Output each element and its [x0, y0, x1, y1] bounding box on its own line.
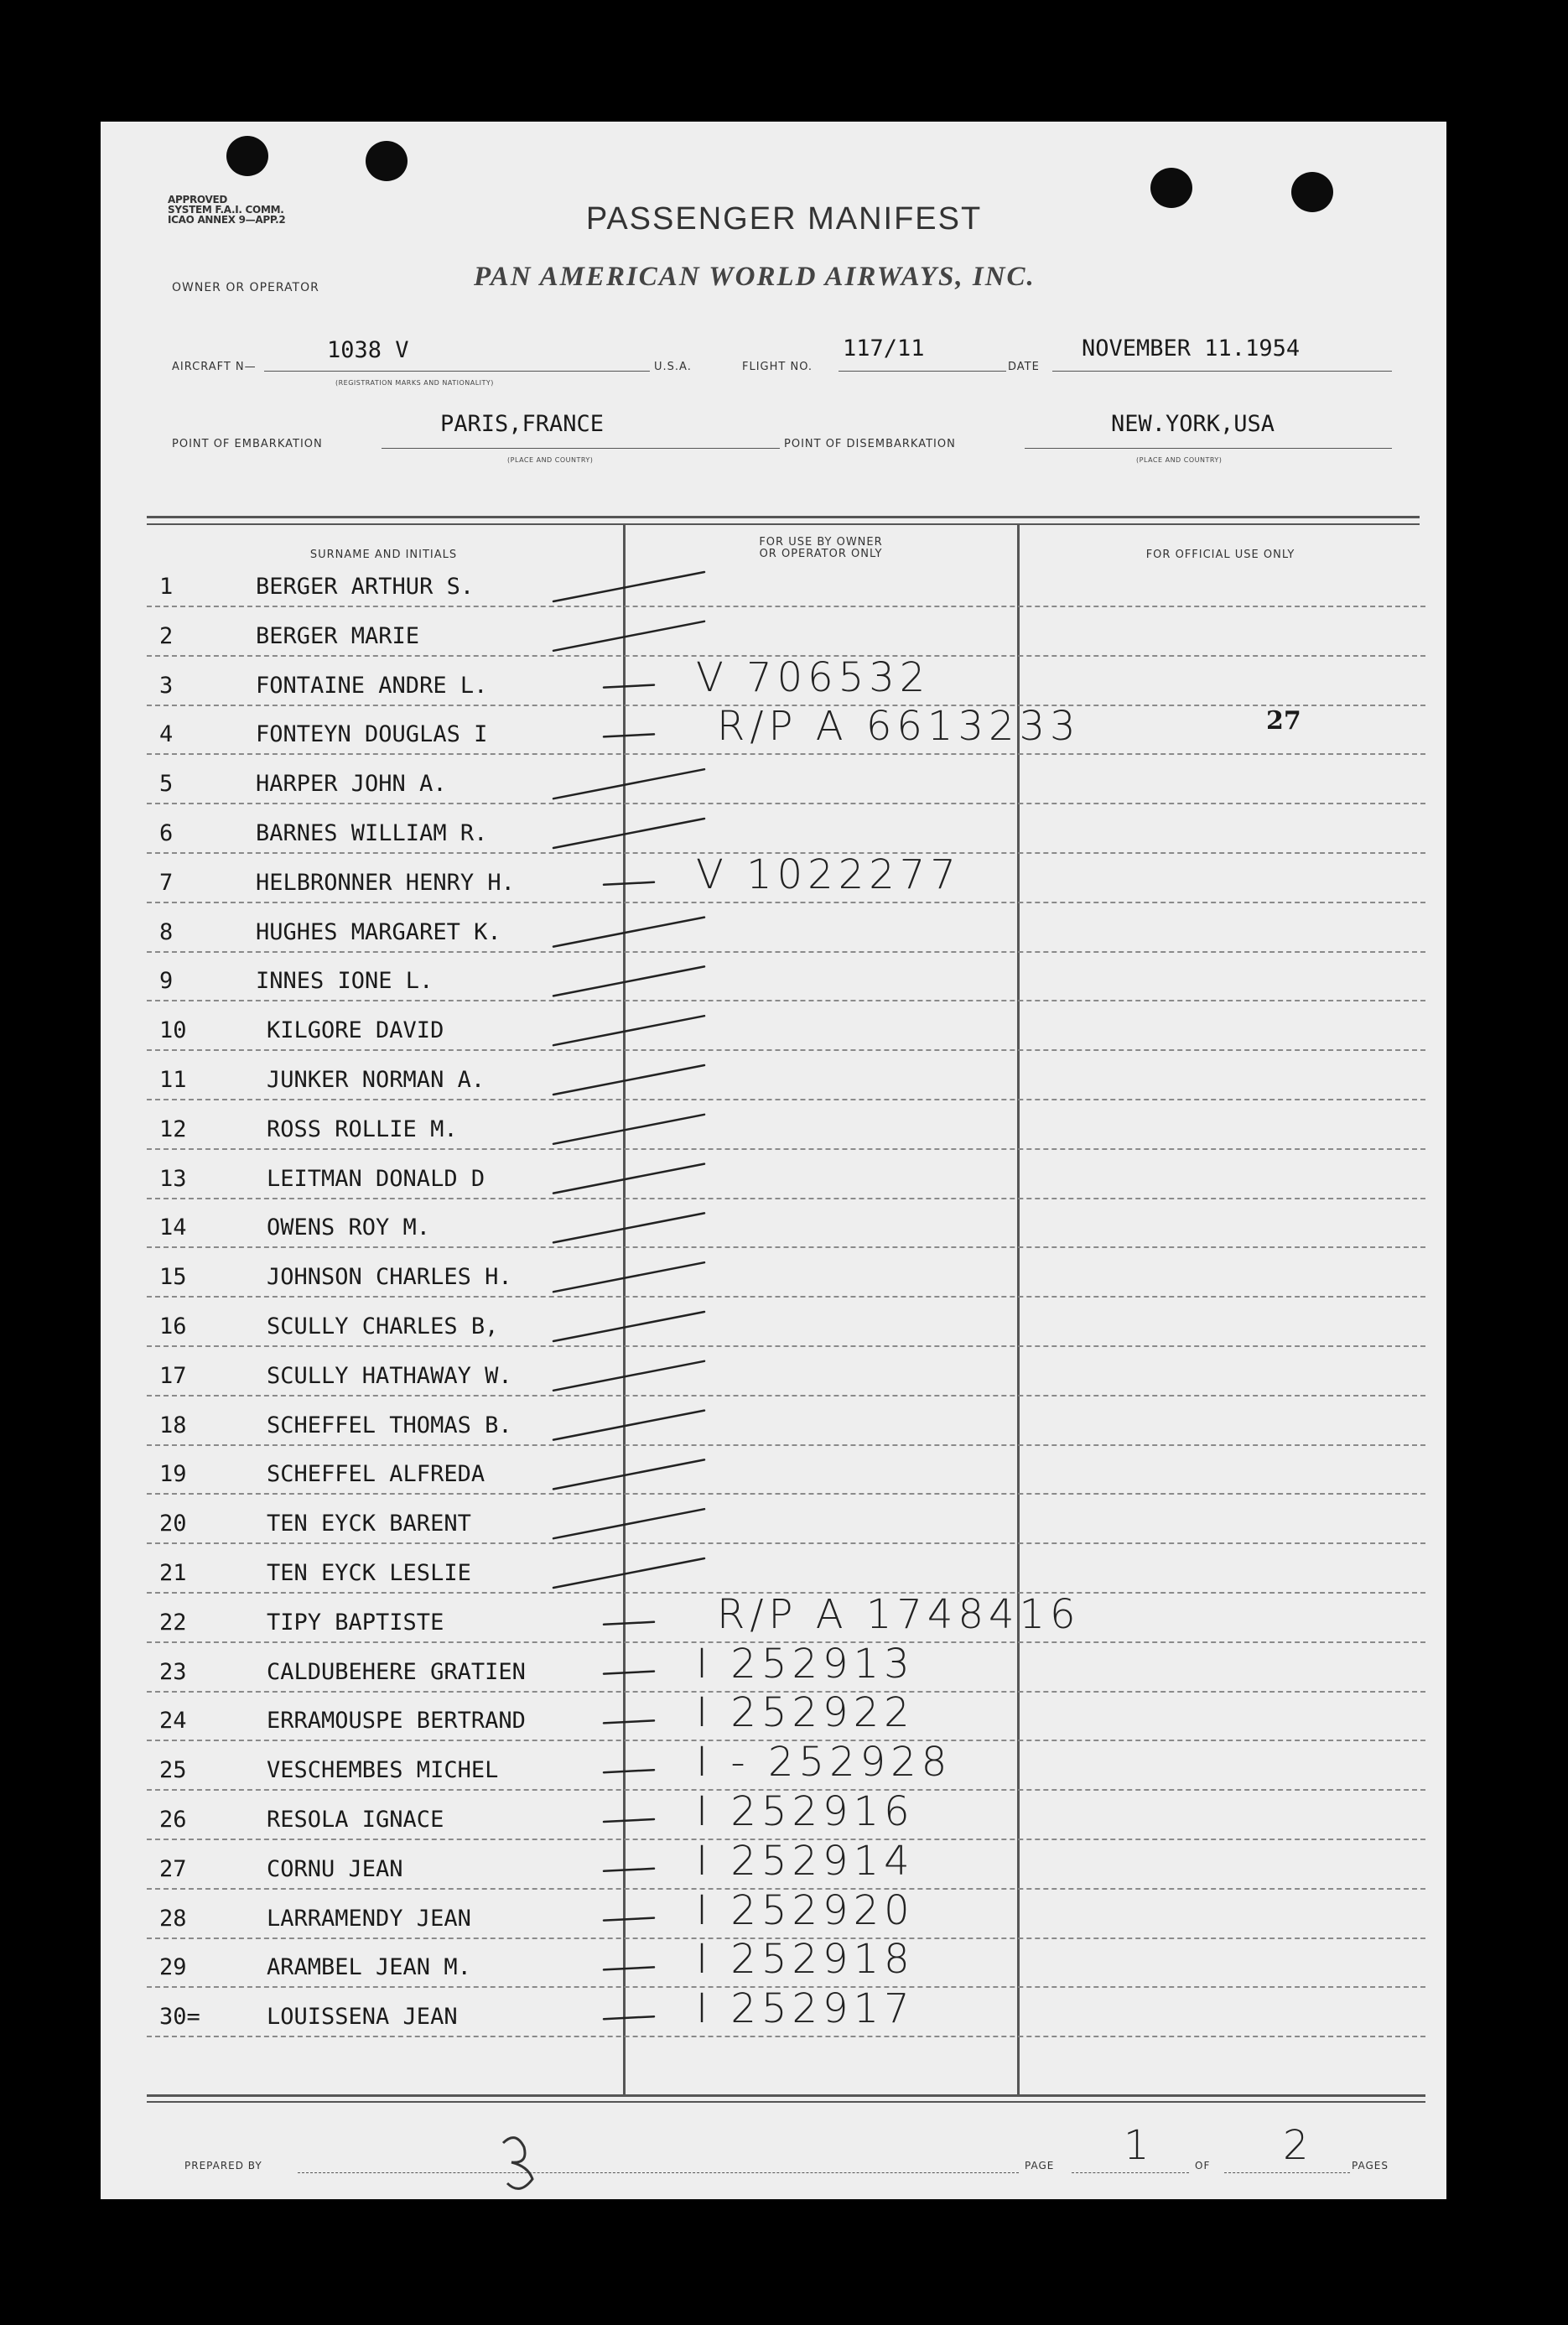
- check-mark: [553, 1115, 704, 1144]
- signature-mark: [503, 2138, 532, 2189]
- disembarkation-value: NEW.YORK,USA: [1111, 411, 1275, 437]
- date-label: DATE: [1008, 361, 1040, 373]
- passenger-name: SCHEFFEL ALFREDA: [267, 1461, 485, 1488]
- check-mark: [553, 1361, 704, 1391]
- row-number: 25: [159, 1757, 187, 1784]
- disembarkation-label: POINT OF DISEMBARKATION: [784, 438, 956, 450]
- passenger-name: CORNU JEAN: [267, 1855, 403, 1882]
- row-number: 28: [159, 1905, 187, 1932]
- of-value: 2: [1283, 2122, 1314, 2169]
- check-mark: [604, 734, 654, 736]
- page-label: PAGE: [1025, 2160, 1055, 2172]
- row-number: 8: [159, 918, 174, 945]
- check-mark: [553, 1509, 704, 1538]
- document-number: I 252922: [696, 1689, 915, 1737]
- passenger-name: BARNES WILLIAM R.: [256, 820, 488, 846]
- row-number: 14: [159, 1215, 187, 1241]
- passenger-name: VESCHEMBES MICHEL: [267, 1757, 499, 1784]
- row-number: 13: [159, 1165, 187, 1192]
- check-mark: [604, 685, 654, 688]
- document-number: V 706532: [696, 653, 931, 701]
- date-value: NOVEMBER 11.1954: [1082, 335, 1301, 361]
- passenger-name: TIPY BAPTISTE: [267, 1609, 444, 1636]
- row-number: 10: [159, 1017, 187, 1044]
- check-mark: [553, 1213, 704, 1242]
- passenger-name: SCULLY CHARLES B,: [267, 1313, 499, 1339]
- check-mark: [553, 769, 704, 798]
- usa-label: U.S.A.: [654, 361, 692, 373]
- check-mark: [553, 966, 704, 996]
- passenger-name: ERRAMOUSPE BERTRAND: [267, 1708, 526, 1735]
- passenger-name: LARRAMENDY JEAN: [267, 1905, 471, 1932]
- check-mark: [604, 1819, 654, 1822]
- flight-value: 117/11: [843, 335, 925, 361]
- row-number: 24: [159, 1708, 187, 1735]
- check-mark: [604, 1869, 654, 1871]
- passenger-name: TEN EYCK LESLIE: [267, 1560, 471, 1586]
- document-number: I 252913: [696, 1640, 915, 1688]
- row-number: 16: [159, 1313, 187, 1339]
- document-number: I 252916: [696, 1788, 915, 1835]
- document-number: I 252917: [696, 1985, 915, 2033]
- passenger-name: HUGHES MARGARET K.: [256, 918, 501, 945]
- passenger-name: SCHEFFEL THOMAS B.: [267, 1412, 512, 1438]
- row-number: 23: [159, 1658, 187, 1685]
- passenger-name: CALDUBEHERE GRATIEN: [267, 1658, 526, 1685]
- row-number: 15: [159, 1264, 187, 1291]
- aircraft-label: AIRCRAFT N—: [172, 361, 257, 373]
- row-number: 9: [159, 968, 174, 995]
- row-number: 3: [159, 672, 174, 699]
- official-note: 27: [1266, 706, 1301, 736]
- page-value: 1: [1124, 2122, 1155, 2169]
- check-mark: [553, 1312, 704, 1341]
- document-number: R/P A 6613233: [717, 703, 1081, 751]
- row-number: 17: [159, 1362, 187, 1389]
- check-mark: [604, 1967, 654, 1969]
- row-number: 6: [159, 820, 174, 846]
- row-number: 27: [159, 1855, 187, 1882]
- passenger-name: JOHNSON CHARLES H.: [267, 1264, 512, 1291]
- passenger-name: RESOLA IGNACE: [267, 1807, 444, 1833]
- row-number: 30=: [159, 2004, 200, 2031]
- row-number: 19: [159, 1461, 187, 1488]
- check-mark: [553, 1558, 704, 1588]
- embarkation-sublabel: (PLACE AND COUNTRY): [507, 456, 594, 464]
- check-mark: [553, 918, 704, 947]
- check-mark: [604, 1720, 654, 1723]
- passenger-name: JUNKER NORMAN A.: [267, 1067, 485, 1093]
- check-mark: [553, 572, 704, 601]
- row-number: 29: [159, 1954, 187, 1981]
- row-number: 2: [159, 622, 174, 649]
- document-number: V 1022277: [696, 850, 961, 898]
- passenger-name: TEN EYCK BARENT: [267, 1511, 471, 1537]
- column-header-official: FOR OFFICIAL USE ONLY: [1145, 549, 1295, 561]
- approval-line: ICAO ANNEX 9—APP.2: [168, 214, 286, 226]
- row-number: 5: [159, 771, 174, 798]
- passenger-name: FONTAINE ANDRE L.: [256, 672, 488, 699]
- aircraft-value: 1038 V: [327, 337, 409, 363]
- passenger-name: HELBRONNER HENRY H.: [256, 869, 515, 896]
- row-number: 11: [159, 1067, 187, 1093]
- passenger-name: KILGORE DAVID: [267, 1017, 444, 1044]
- document-number: I 252920: [696, 1886, 915, 1934]
- check-mark: [553, 1459, 704, 1489]
- check-mark: [604, 1622, 654, 1625]
- document-number: I 252918: [696, 1936, 915, 1984]
- passenger-name: LOUISSENA JEAN: [267, 2004, 458, 2031]
- passenger-name: BERGER ARTHUR S.: [256, 574, 475, 600]
- column-header-surname: SURNAME AND INITIALS: [309, 549, 458, 561]
- row-number: 7: [159, 869, 174, 896]
- document-number: R/P A 1748416: [717, 1590, 1081, 1638]
- row-number: 22: [159, 1609, 187, 1636]
- passenger-name: HARPER JOHN A.: [256, 771, 447, 798]
- company-name: PAN AMERICAN WORLD AIRWAYS, INC.: [474, 262, 1036, 292]
- check-mark: [553, 1065, 704, 1095]
- check-mark: [604, 882, 654, 885]
- check-mark: [604, 1770, 654, 1772]
- check-mark: [553, 1016, 704, 1045]
- passenger-name: SCULLY HATHAWAY W.: [267, 1362, 512, 1389]
- pages-label: PAGES: [1352, 2160, 1389, 2172]
- check-mark: [604, 1672, 654, 1674]
- approval-line: APPROVED: [168, 194, 228, 205]
- check-mark: [553, 1411, 704, 1440]
- passenger-name: ROSS ROLLIE M.: [267, 1116, 458, 1142]
- document-number: I 252914: [696, 1837, 915, 1885]
- row-number: 20: [159, 1511, 187, 1537]
- page-title: PASSENGER MANIFEST: [585, 201, 983, 237]
- row-number: 4: [159, 721, 174, 748]
- passenger-name: BERGER MARIE: [256, 622, 420, 649]
- embarkation-label: POINT OF EMBARKATION: [172, 438, 323, 450]
- check-mark: [553, 819, 704, 848]
- aircraft-sublabel: (REGISTRATION MARKS AND NATIONALITY): [335, 379, 494, 387]
- check-mark: [553, 1262, 704, 1292]
- of-label: OF: [1195, 2160, 1211, 2172]
- row-number: 21: [159, 1560, 187, 1586]
- approval-line: SYSTEM F.A.I. COMM.: [168, 204, 284, 216]
- flight-label: FLIGHT NO.: [742, 361, 813, 373]
- check-mark: [553, 622, 704, 651]
- owner-label: OWNER OR OPERATOR: [172, 281, 319, 294]
- passenger-name: LEITMAN DONALD D: [267, 1165, 485, 1192]
- check-mark: [553, 1164, 704, 1194]
- passenger-name: INNES IONE L.: [256, 968, 434, 995]
- document-number: I - 252928: [696, 1739, 953, 1787]
- column-header-line: FOR USE BY OWNER: [759, 536, 883, 549]
- passenger-name: ARAMBEL JEAN M.: [267, 1954, 471, 1981]
- column-header-line: OR OPERATOR ONLY: [759, 548, 883, 560]
- passenger-name: FONTEYN DOUGLAS I: [256, 721, 488, 748]
- check-mark: [604, 2016, 654, 2019]
- check-mark: [604, 1918, 654, 1921]
- embarkation-value: PARIS,FRANCE: [440, 411, 605, 437]
- row-number: 12: [159, 1116, 187, 1142]
- row-number: 26: [159, 1807, 187, 1833]
- prepared-by-label: PREPARED BY: [184, 2160, 262, 2172]
- disembarkation-sublabel: (PLACE AND COUNTRY): [1136, 456, 1223, 464]
- row-number: 1: [159, 574, 174, 600]
- passenger-name: OWENS ROY M.: [267, 1215, 431, 1241]
- row-number: 18: [159, 1412, 187, 1438]
